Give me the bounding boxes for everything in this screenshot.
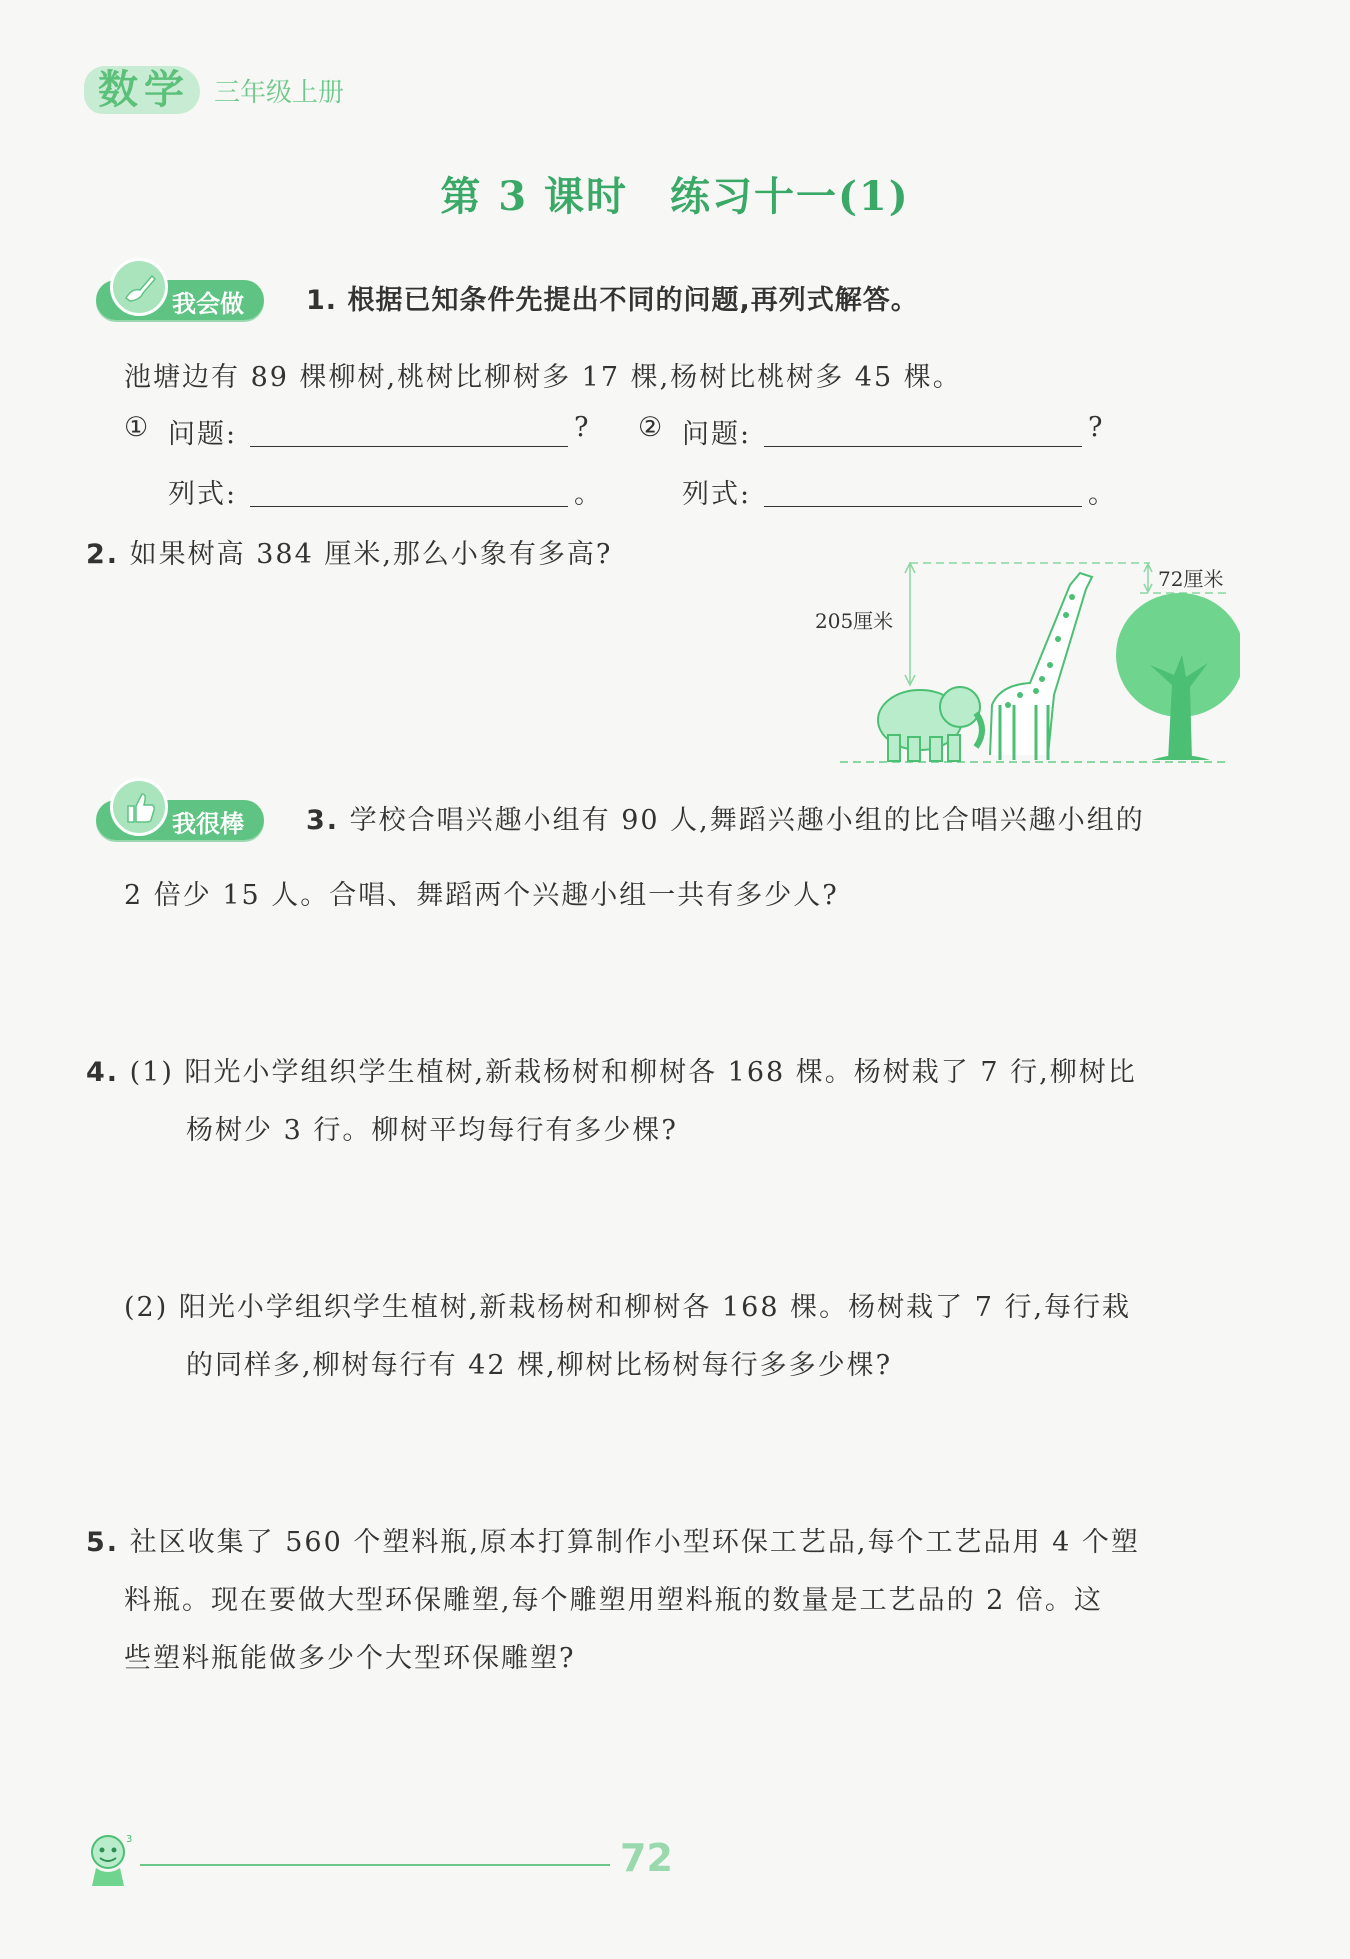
q2-row bbox=[86, 532, 612, 571]
q3-row1 bbox=[306, 798, 1145, 837]
q3-line2: 2 倍少 15 人。合唱、舞蹈两个兴趣小组一共有多少人? bbox=[124, 880, 839, 911]
q1-item2-formula-blank[interactable] bbox=[764, 506, 1082, 507]
page-number: 72 bbox=[620, 1836, 673, 1880]
q4-p2-row1 bbox=[124, 1285, 1131, 1324]
giraffe-icon bbox=[990, 573, 1092, 760]
giraffe-height-label: 205厘米 bbox=[815, 609, 894, 633]
q4-row1 bbox=[86, 1050, 1137, 1089]
q4-p1-mark: (1) bbox=[129, 1057, 174, 1088]
q3-line1: 学校合唱兴趣小组有 90 人,舞蹈兴趣小组的比合唱兴趣小组的 bbox=[349, 805, 1145, 836]
mascot-icon bbox=[80, 1830, 140, 1894]
q1-prompt: 根据已知条件先提出不同的问题,再列式解答。 bbox=[347, 285, 919, 316]
q4-p1-line1: 阳光小学组织学生植树,新栽杨树和柳树各 168 棵。杨树栽了 7 行,柳树比 bbox=[184, 1057, 1137, 1088]
q5-number: 5. bbox=[86, 1527, 120, 1558]
q1-item2-formula-label: 列式: bbox=[682, 479, 752, 510]
q5-line2: 料瓶。现在要做大型环保雕塑,每个雕塑用塑料瓶的数量是工艺品的 2 倍。这 bbox=[124, 1585, 1103, 1616]
badge-label: 我会做 bbox=[172, 290, 244, 318]
q1-given: 池塘边有 89 棵柳树,桃树比柳树多 17 棵,杨树比桃树多 45 棵。 bbox=[124, 362, 962, 393]
badge-can-do bbox=[88, 258, 266, 322]
q5-row1 bbox=[86, 1520, 1140, 1559]
grade-label: 三年级上册 bbox=[214, 78, 345, 108]
q4-p1-line2: 杨树少 3 行。柳树平均每行有多少棵? bbox=[186, 1115, 678, 1146]
pencil-hand-icon bbox=[110, 258, 168, 316]
q2-text: 如果树高 384 厘米,那么小象有多高? bbox=[129, 539, 613, 570]
svg-text:3: 3 bbox=[126, 1834, 133, 1845]
q1-item1-mark: ① bbox=[124, 412, 151, 443]
q1-item1-question-blank[interactable] bbox=[250, 446, 568, 447]
q4-number: 4. bbox=[86, 1057, 120, 1088]
q4-p2-line1: 阳光小学组织学生植树,新栽杨树和柳树各 168 棵。杨树栽了 7 行,每行栽 bbox=[178, 1292, 1132, 1323]
q5-line1: 社区收集了 560 个塑料瓶,原本打算制作小型环保工艺品,每个工艺品用 4 个塑 bbox=[129, 1527, 1140, 1558]
q1-item2-mark: ② bbox=[638, 412, 665, 443]
q1-item2-q-end: ? bbox=[1088, 412, 1105, 443]
q1-item1-f-end: 。 bbox=[574, 479, 603, 510]
lesson-title: 第 3 课时 练习十一(1) bbox=[440, 173, 910, 220]
q3-number: 3. bbox=[306, 805, 340, 836]
badge-label: 我很棒 bbox=[172, 810, 244, 838]
thumbs-up-icon bbox=[110, 778, 168, 836]
q1-number: 1. bbox=[306, 285, 338, 316]
q1-item1-question-label: 问题: bbox=[168, 419, 238, 450]
q1-item1-q-end: ? bbox=[574, 412, 591, 443]
subject-title: 数学 bbox=[98, 67, 190, 113]
q4-p2-mark: (2) bbox=[124, 1292, 169, 1323]
q1-item2-question-label: 问题: bbox=[682, 419, 752, 450]
footer-line bbox=[140, 1864, 610, 1866]
height-figure bbox=[800, 555, 1240, 770]
q1-item2-f-end: 。 bbox=[1088, 479, 1117, 510]
q2-number: 2. bbox=[86, 539, 120, 570]
tree-icon bbox=[1116, 593, 1240, 760]
badge-great bbox=[88, 778, 266, 842]
q1-item1-formula-label: 列式: bbox=[168, 479, 238, 510]
q1-item2-question-blank[interactable] bbox=[764, 446, 1082, 447]
q1-item1-formula-blank[interactable] bbox=[250, 506, 568, 507]
elephant-icon bbox=[878, 687, 982, 761]
q1-prompt-row bbox=[306, 278, 919, 317]
tree-height-label: 72厘米 bbox=[1158, 567, 1224, 591]
q4-p2-line2: 的同样多,柳树每行有 42 棵,柳树比杨树每行多多少棵? bbox=[186, 1350, 893, 1381]
q5-line3: 些塑料瓶能做多少个大型环保雕塑? bbox=[124, 1643, 576, 1674]
